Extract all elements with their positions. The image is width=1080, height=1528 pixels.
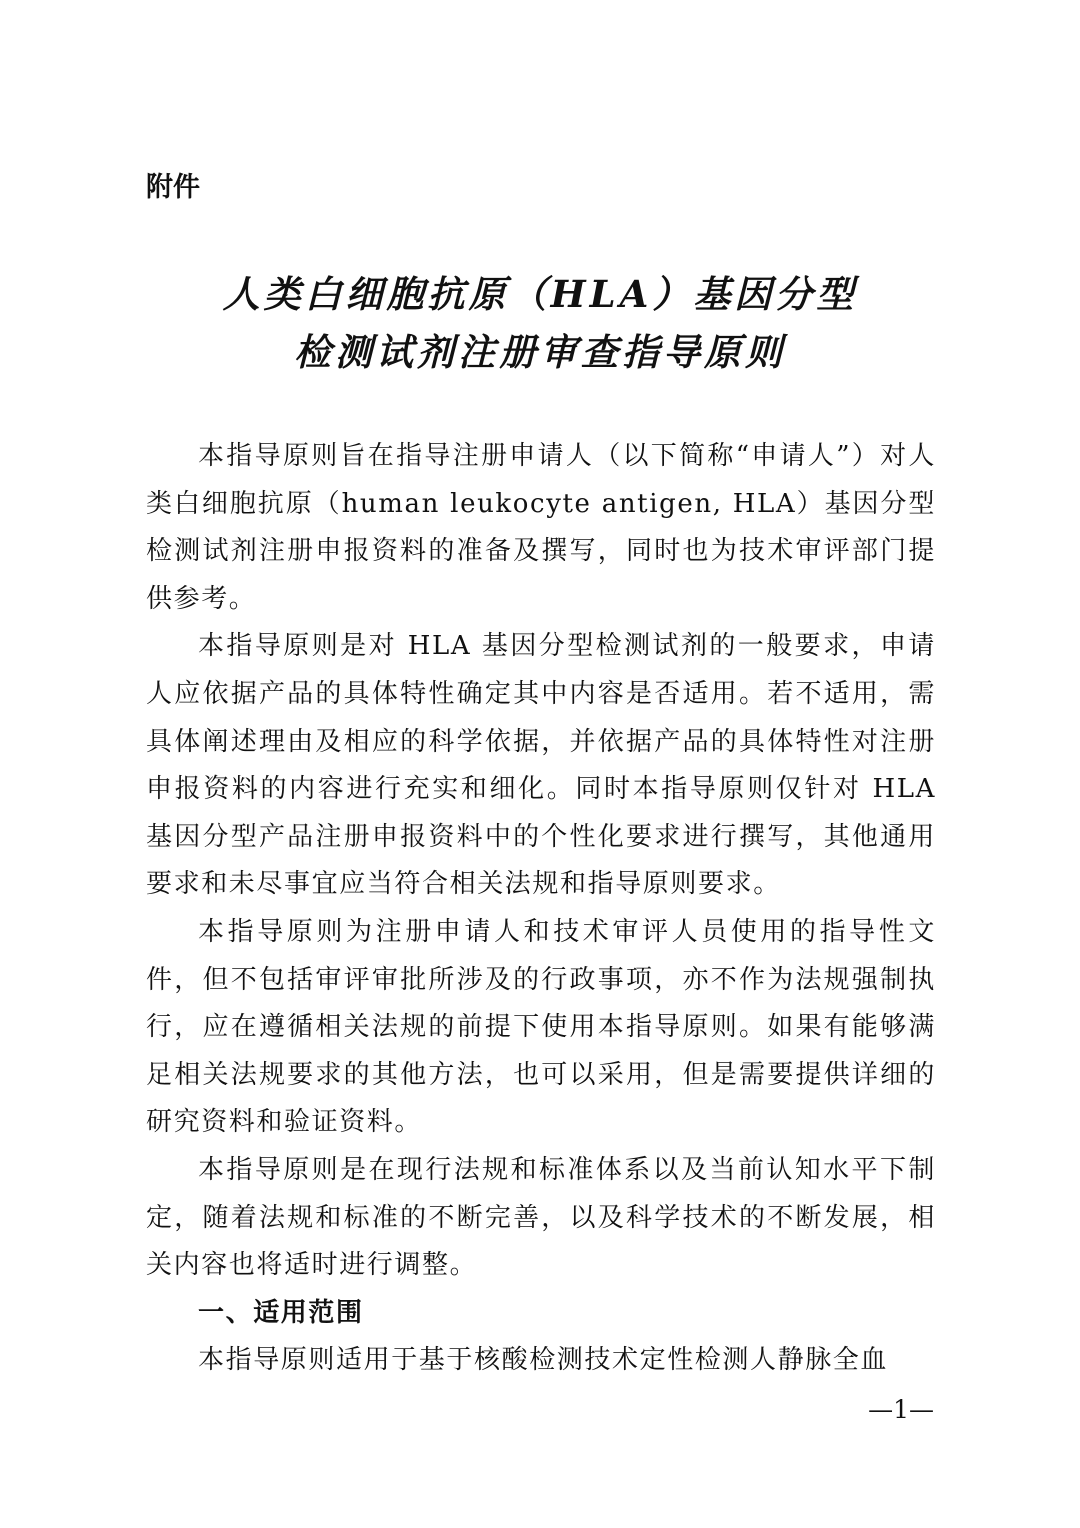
paragraph-guidance-nature: 本指导原则为注册申请人和技术审评人员使用的指导性文件，但不包括审评审批所涉及的行政事项，亦不作为法规强制执行，应在遵循相关法规的前提下使用本指导原则。如果有能够满足相关法规要求的其他方法，也可以采用，但是需要提供详细的研究资料和验证资料。: [146, 916, 936, 1138]
section-heading-scope: 一、适用范围: [198, 1297, 364, 1328]
paragraph-general-requirements: 本指导原则是对 HLA 基因分型检测试剂的一般要求，申请人应依据产品的具体特性确定其中内容是否适用。若不适用，需具体阐述理由及相应的科学依据，并依据产品的具体特性对注册申报资料的内容进行充实和细化。同时本指导原则仅针对 HLA 基因分型产品注册申报资料中的个性化要求进行撰写，其他通用要求和未尽事宜应当符合相关法规和指导原则要求。: [146, 631, 936, 900]
paragraph-scope: 本指导原则适用于基于核酸检测技术定性检测人静脉全血: [198, 1345, 889, 1376]
document-title-line-2: 检测试剂注册审查指导原则: [294, 330, 786, 374]
paragraph-purpose: 本指导原则旨在指导注册申请人（以下简称“申请人”）对人类白细胞抗原（human leukocyte antigen, HLA）基因分型检测试剂注册申报资料的准备及撰写，同时也为技术审评部门提供参考。: [146, 441, 936, 614]
document-body: [146, 433, 936, 1385]
paragraph-revision-note: 本指导原则是在现行法规和标准体系以及当前认知水平下制定，随着法规和标准的不断完善，以及科学技术的不断发展，相关内容也将适时进行调整。: [146, 1154, 936, 1281]
attachment-label: 附件: [146, 172, 200, 203]
page-number: —1—: [868, 1395, 934, 1424]
document-title-line-1: 人类白细胞抗原（HLA）基因分型: [222, 272, 858, 316]
